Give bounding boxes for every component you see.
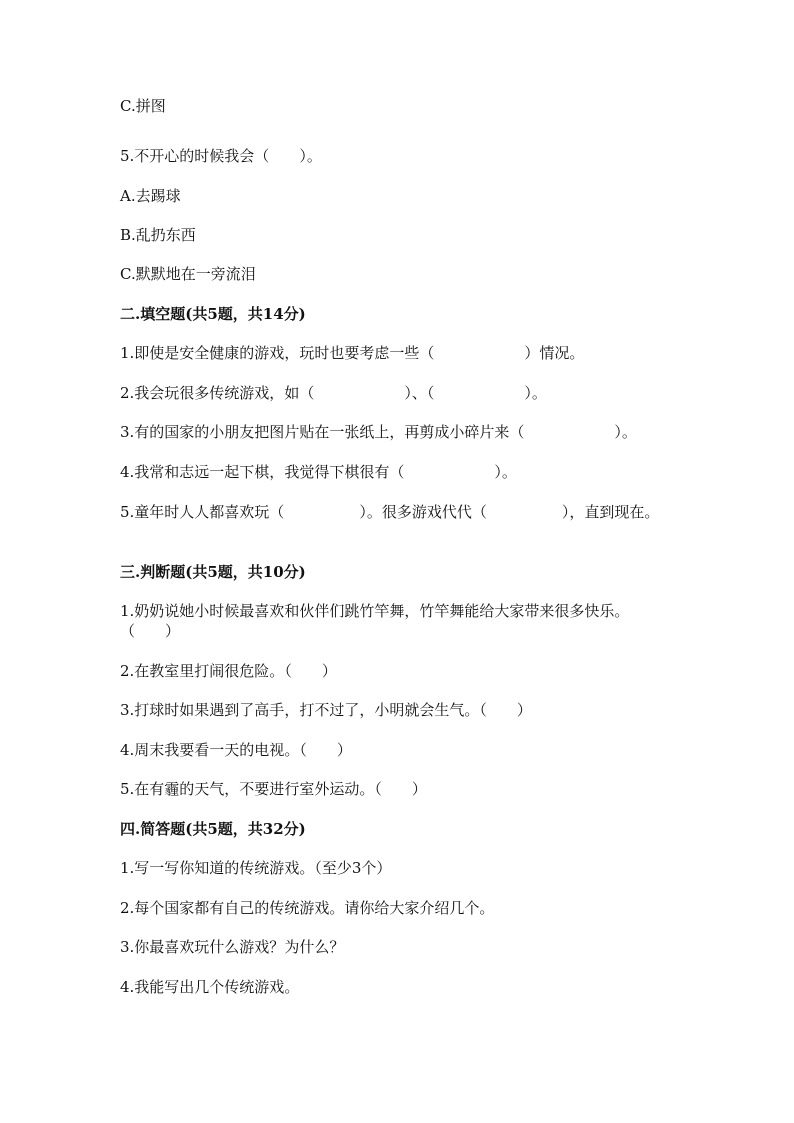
short-answer-2: 2.每个国家都有自己的传统游戏。请你给大家介绍几个。 [120, 899, 495, 917]
fill-question-4: 4.我常和志远一起下棋，我觉得下棋很有（ ）。 [120, 463, 517, 481]
question-5-option-c: C.默默地在一旁流泪 [120, 265, 256, 283]
judge-question-3: 3.打球时如果遇到了高手，打不过了，小明就会生气。（ ） [120, 701, 532, 719]
question-5-option-a: A.去踢球 [120, 187, 181, 205]
short-answer-1: 1.写一写你知道的传统游戏。（至少3个） [120, 859, 392, 877]
section-2-heading: 二.填空题(共5题，共14分) [120, 305, 306, 323]
question-4-option-c: C.拼图 [120, 97, 166, 115]
question-5-option-b: B.乱扔东西 [120, 226, 196, 244]
section-3-heading: 三.判断题(共5题，共10分) [120, 563, 306, 581]
fill-question-3: 3.有的国家的小朋友把图片贴在一张纸上，再剪成小碎片来（ ）。 [120, 423, 637, 441]
question-5-text: 5.不开心的时候我会（ ）。 [120, 147, 322, 165]
judge-question-4: 4.周末我要看一天的电视。（ ） [120, 741, 352, 759]
short-answer-3: 3.你最喜欢玩什么游戏？为什么？ [120, 938, 345, 956]
fill-question-5: 5.童年时人人都喜欢玩（ ）。很多游戏代代（ ），直到现在。 [120, 503, 660, 521]
judge-question-1: 1.奶奶说她小时候最喜欢和伙伴们跳竹竿舞，竹竿舞能给大家带来很多快乐。（ ） [120, 602, 630, 640]
fill-question-2: 2.我会玩很多传统游戏，如（ ）、（ ）。 [120, 384, 547, 402]
fill-question-1: 1.即使是安全健康的游戏，玩时也要考虑一些（ ）情况。 [120, 344, 585, 362]
judge-question-5: 5.在有霾的天气，不要进行室外运动。（ ） [120, 780, 427, 798]
short-answer-4: 4.我能写出几个传统游戏。 [120, 978, 300, 996]
section-4-heading: 四.简答题(共5题，共32分) [120, 820, 306, 838]
judge-question-2: 2.在教室里打闹很危险。（ ） [120, 662, 337, 680]
